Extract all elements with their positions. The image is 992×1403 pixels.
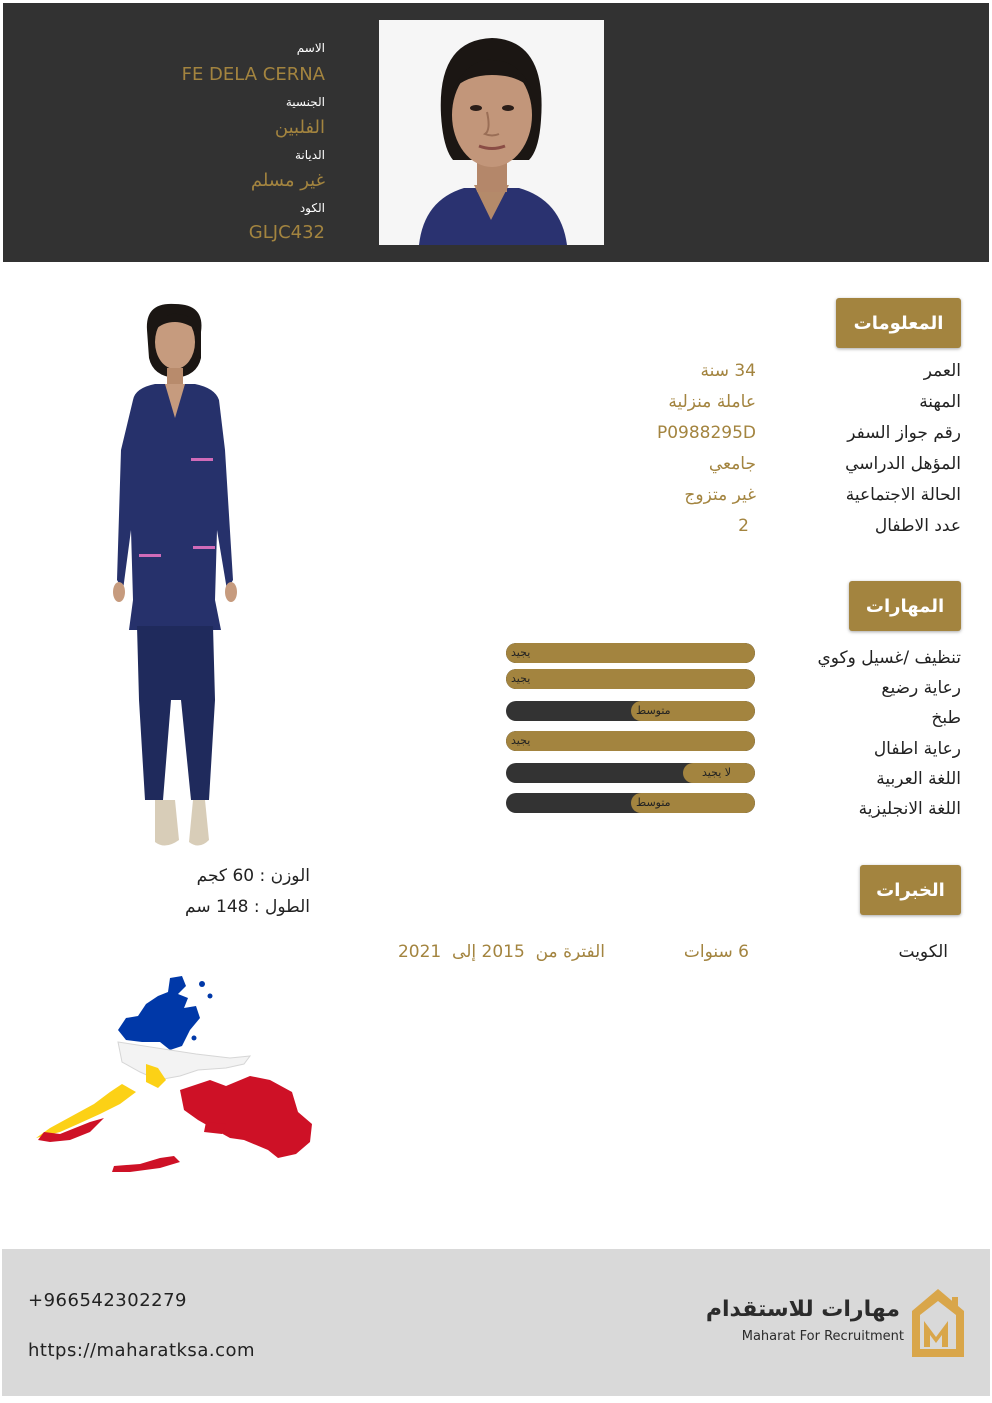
experience-years: 6 سنوات [683,942,749,962]
skill-rating: يجيد [511,734,531,747]
skill-label: اللغة العربية [876,769,961,789]
info-section-title: المعلومات [836,298,961,348]
skill-bar [506,731,755,751]
skill-bar [506,643,755,663]
skill-bar-fill [506,643,755,663]
website-link[interactable]: https://maharatksa.com [28,1340,256,1361]
passport-value: P0988295D [656,423,756,443]
marital-status-label: الحالة الاجتماعية [845,485,961,505]
logo-arabic-text: مهارات للاستقدام [705,1297,900,1322]
nationality-label: الجنسية [285,95,325,109]
passport-label: رقم جواز السفر [847,423,961,443]
skill-label: تنظيف /غسيل وكوي [817,648,961,668]
skill-bar-fill [506,669,755,689]
skill-bar [506,763,755,783]
skill-bar [506,701,755,721]
nationality-value: الفلبين [274,117,325,138]
children-label: عدد الاطفال [874,516,961,536]
code-value: GLJC432 [248,222,325,243]
skill-rating: متوسط [636,796,671,809]
profession-value: عاملة منزلية [668,392,756,412]
marital-status-value: غير متزوج [684,485,756,505]
weight-text: الوزن : 60 كجم [196,866,310,886]
phone-number: +966542302279 [28,1290,188,1311]
skill-rating: لا يجيد [702,766,732,779]
skills-section-title: المهارات [849,581,961,631]
profession-label: المهنة [919,392,961,412]
company-logo [705,1285,972,1363]
skill-rating: متوسط [636,704,671,717]
religion-label: الديانة [294,148,325,162]
name-label: الاسم [296,41,325,55]
skill-label: طبخ [931,708,961,728]
skill-label: رعاية رضيع [881,678,961,698]
skill-label: رعاية اطفال [873,739,961,759]
experience-country: الكويت [898,942,948,962]
age-value: 34 سنة [700,361,756,381]
height-text: الطول : 148 سم [185,897,310,917]
experience-period: الفترة من 2015 إلى 2021 [397,942,605,962]
skill-label: اللغة الانجليزية [858,799,961,819]
religion-value: غير مسلم [250,170,325,191]
children-value: 2 [738,516,749,536]
logo-house-icon [908,1285,968,1359]
experience-section-title: الخبرات [860,865,961,915]
skill-bar-fill [506,731,755,751]
logo-english-text: Maharat For Recruitment [741,1329,904,1344]
code-label: الكود [299,201,325,215]
education-label: المؤهل الدراسي [845,454,961,474]
country-map [30,972,315,1182]
age-label: العمر [923,361,961,381]
name-value: FE DELA CERNA [181,64,325,85]
education-value: جامعي [708,454,756,474]
page-footer [2,1249,990,1396]
skill-rating: يجيد [511,672,531,685]
portrait-photo [379,20,604,245]
skill-bar [506,669,755,689]
full-body-photo [105,300,245,855]
skill-bar [506,793,755,813]
skill-rating: يجيد [511,646,531,659]
